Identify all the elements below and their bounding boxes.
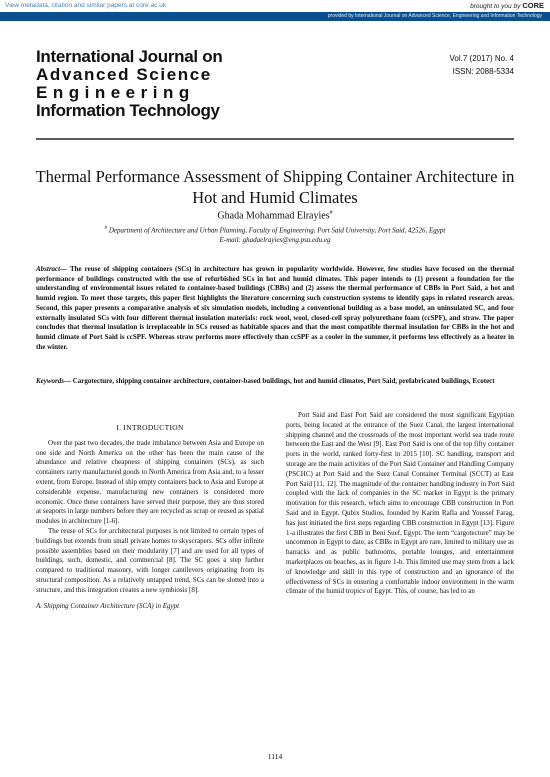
- paper-title: Thermal Performance Assessment of Shipping Container Architecture in Hot and Humid Climates: [35, 167, 515, 207]
- section-heading-introduction: I. INTRODUCTION: [116, 423, 184, 432]
- abstract-label: Abstract: [36, 265, 61, 273]
- journal-name-line2: Advanced Science: [36, 65, 212, 84]
- keywords-text: — Cargotecture, shipping container architecture, container-based buildings, hot and humid climates, Port Said, prefabricated buildings, Ecotect: [64, 377, 495, 385]
- core-logo-label: CORE: [522, 1, 544, 10]
- page-number: 1114: [267, 752, 283, 761]
- journal-name-line4: Information Technology: [36, 101, 220, 120]
- affiliation-mark: #: [104, 226, 108, 231]
- subsection-heading-a: A. Shipping Container Architecture (SCA) in Egypt: [36, 601, 180, 610]
- top-metadata-bar: [0, 0, 550, 11]
- keywords-label: Keywords: [36, 377, 64, 385]
- provided-by-link[interactable]: provided by International Journal on Advanced Science, Engineering and Information Technology: [327, 13, 542, 19]
- journal-name-line1: International Journal on: [36, 47, 223, 66]
- affiliation: Department of Architecture and Urban Planning, Faculty of Engineering, Port Said University, Port Said, 42526, Egypt: [108, 226, 446, 235]
- author-email: E-mail: ghadaelrayies@eng.psu.edu.eg: [219, 236, 331, 245]
- abstract: [36, 265, 514, 352]
- brought-by-label: brought to you by: [470, 3, 521, 10]
- issn: ISSN: 2088-5334: [452, 67, 514, 76]
- author-name: Ghada Mohammad Elrayies: [217, 210, 330, 222]
- journal-logo: [36, 48, 236, 119]
- volume-number: Vol.7 (2017) No. 4: [449, 54, 514, 63]
- journal-name-line3: Engineering: [36, 83, 195, 102]
- intro-paragraph-2: The reuse of SCs for architectural purposes is not limited to certain types of buildings but extends from small private homes to skyscrapers. SCs offer infinite possible assemblies based on their modularity [7] and are used for all types of buildings, such, domestic, and commercial [8]. The SC goes a step further compared to traditional masonry, with longer cantilevers originating from its structural composition. As a relatively untapped trend, SCs can be slotted into a structure, and this integration creates a new symbiosis [8].: [36, 526, 264, 594]
- intro-paragraph-3: Port Said and East Port Said are considered the most significant Egyptian ports, being located at the entrance of the Suez Canal, the largest international shipping channel and the crossroads of the most important world sea trade route between the East and the West [9]. East Port Said is one of the top fifty container ports in the world, ranked forty-first in 2015 [10]. SC handling, transport and storage are the main activities of the Port Said Container and Handling Company (PSCHC) at Port Said and the Suez Canal Container Terminal (SCCT) at East Port Said [11, 12]. The magnitude of the container handling industry in Port Said coupled with the lack of companies in the SC market in Egypt is the primary motivation for this research, which aims to encourage CBB construction in Port Said and in Egypt. Qubix Studios, founded by Karim Rafla and Youssef Farag, has just initiated the first steps regarding CBB construction in Egypt [13]. Figure 1-a illustrates the first CBB in Beni Suef, Egypt. The term “cargotecture” may be uncommon in Egypt to date, as CBBs in Egypt are rare, limited to military use as barracks and as public bathrooms, portable lounges, and entertainment marketplaces on beaches, as in figure 1-b. This limited use may stem from a lack of knowledge and skill in this type of construction and an ignorance of the effectiveness of SCs in ensuring a comfortable indoor environment in the warm climate of the humid tropics of Egypt. This, of course, has led to an: [286, 411, 514, 596]
- right-column: [286, 411, 514, 597]
- left-column: [36, 415, 264, 611]
- affiliation-block: [30, 224, 520, 245]
- keywords: [36, 377, 514, 387]
- provided-by-bar: [0, 12, 550, 21]
- volume-info: [450, 52, 514, 78]
- author-line: [0, 210, 550, 221]
- header-divider: [36, 138, 514, 140]
- intro-paragraph-1: Over the past two decades, the trade imbalance between Asia and Europe on one side and North America on the other has been the main cause of the abundance and relative cheapness of shipping containers (SCs), as such containers carry manufactured goods to North America from Asia and, to a lesser extent, from Europe. Instead of ship empty containers back to Asia and Europe at considerable expense, manufacturing new containers is considered more economic. Once these containers have served their purpose, they are thus stored at seaports in large numbers before they are recycled as scrap or reused as spatial modules in architecture [1-6].: [36, 438, 264, 526]
- abstract-text: — The reuse of shipping containers (SCs) in architecture has grown in popularity worldwide. However, few studies have focused on the thermal performance of buildings constructed with the use of refurbished SCs in hot and humid climates. This paper intends to (1) present a foundation for the understanding of environmental issues related to container-based buildings (CBBs) and (2) assess the thermal performance of CBBs in Port Said, a hot and humid region. To meet those targets, this paper first highlights the literature concerning such construction systems to identify gaps in related research areas. Second, this paper presents a comparative analysis of six simulation models, including a conventional building as a base model, an uninsulated SC, and four externally insulated SCs with four different thermal insulation materials: rock wool, wool, closed-cell spray polyurethane foam (ccSPF), and straw. The paper concludes that thermal insulation is irreplaceable in SCs reused as habitable spaces and that the most compatible thermal insulation for CBBs in the hot and humid climate of Port Said is ccSPF. Whereas straw performs more effectively than ccSPF as a cooler in the summer, it performs less effectively as a heater in the winter.: [36, 265, 514, 351]
- author-mark: #: [329, 210, 333, 216]
- brought-by-core[interactable]: [470, 0, 544, 12]
- view-metadata-link[interactable]: View metadata, citation and similar papers at core.ac.uk: [5, 2, 167, 9]
